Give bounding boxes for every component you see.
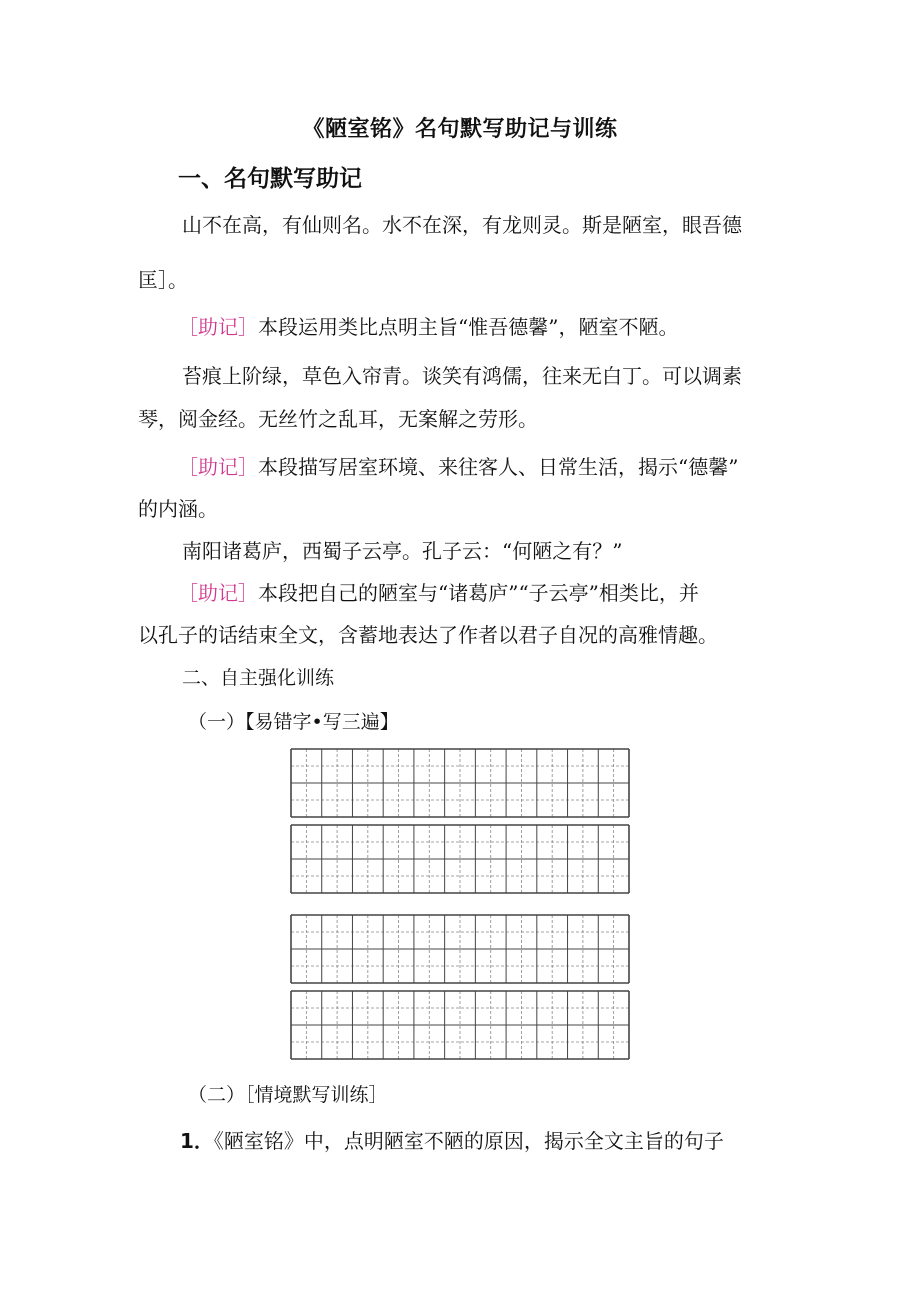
note3-text-line1: 本段把自己的陋室与“诸葛庐”“子云亭”相类比，并 [258,581,699,605]
question-1-number: 1． [180,1129,214,1153]
practice-grid-group-2[interactable] [290,824,630,894]
subsection-dictation: （二）［情境默写训练］ [188,1084,388,1106]
note1-tag: ［助记］ [178,315,258,339]
subsection-typo: （一）【易错字•写三遍】 [188,711,399,733]
note2-text-line1: 本段描写居室环境、来往客人、日常生活，揭示“德馨” [258,455,739,479]
note2-line1 [178,455,738,479]
writing-practice-grids [290,748,630,1060]
practice-grid-group-3[interactable] [290,914,630,984]
note3-line2: 以孔子的话结束全文，含蓄地表达了作者以君子自况的高雅情趣。 [138,623,718,647]
para2-line2: 琴，阅金经。无丝竹之乱耳，无案解之劳形。 [138,407,538,431]
question-1-text: 《陋室铭》中，点明陋室不陋的原因，揭示全文主旨的句子 [213,1129,724,1153]
section1-heading: 一、名句默写助记 [178,166,362,192]
para1-line1: 山不在高，有仙则名。水不在深，有龙则灵。斯是陋室，眼吾德 [182,213,742,237]
page-title: 《陋室铭》名句默写助记与训练 [302,117,618,142]
note2-tag: ［助记］ [178,455,258,479]
para2-line1: 苔痕上阶绿，草色入帘青。谈笑有鸿儒，往来无白丁。可以调素 [182,364,742,388]
question-1 [180,1125,724,1154]
note1 [178,315,678,339]
para3: 南阳诸葛庐，西蜀子云亭。孔子云：“何陋之有？” [182,539,623,563]
note3-tag: ［助记］ [178,581,258,605]
para1-line2: 匡］。 [138,268,188,292]
note1-text: 本段运用类比点明主旨“惟吾德馨”，陋室不陋。 [258,315,679,339]
practice-grid-group-4[interactable] [290,990,630,1060]
note2-line2: 的内涵。 [138,497,218,521]
practice-grid-group-1[interactable] [290,748,630,818]
note3-line1 [178,581,699,605]
section2-heading: 二、自主强化训练 [182,667,335,689]
